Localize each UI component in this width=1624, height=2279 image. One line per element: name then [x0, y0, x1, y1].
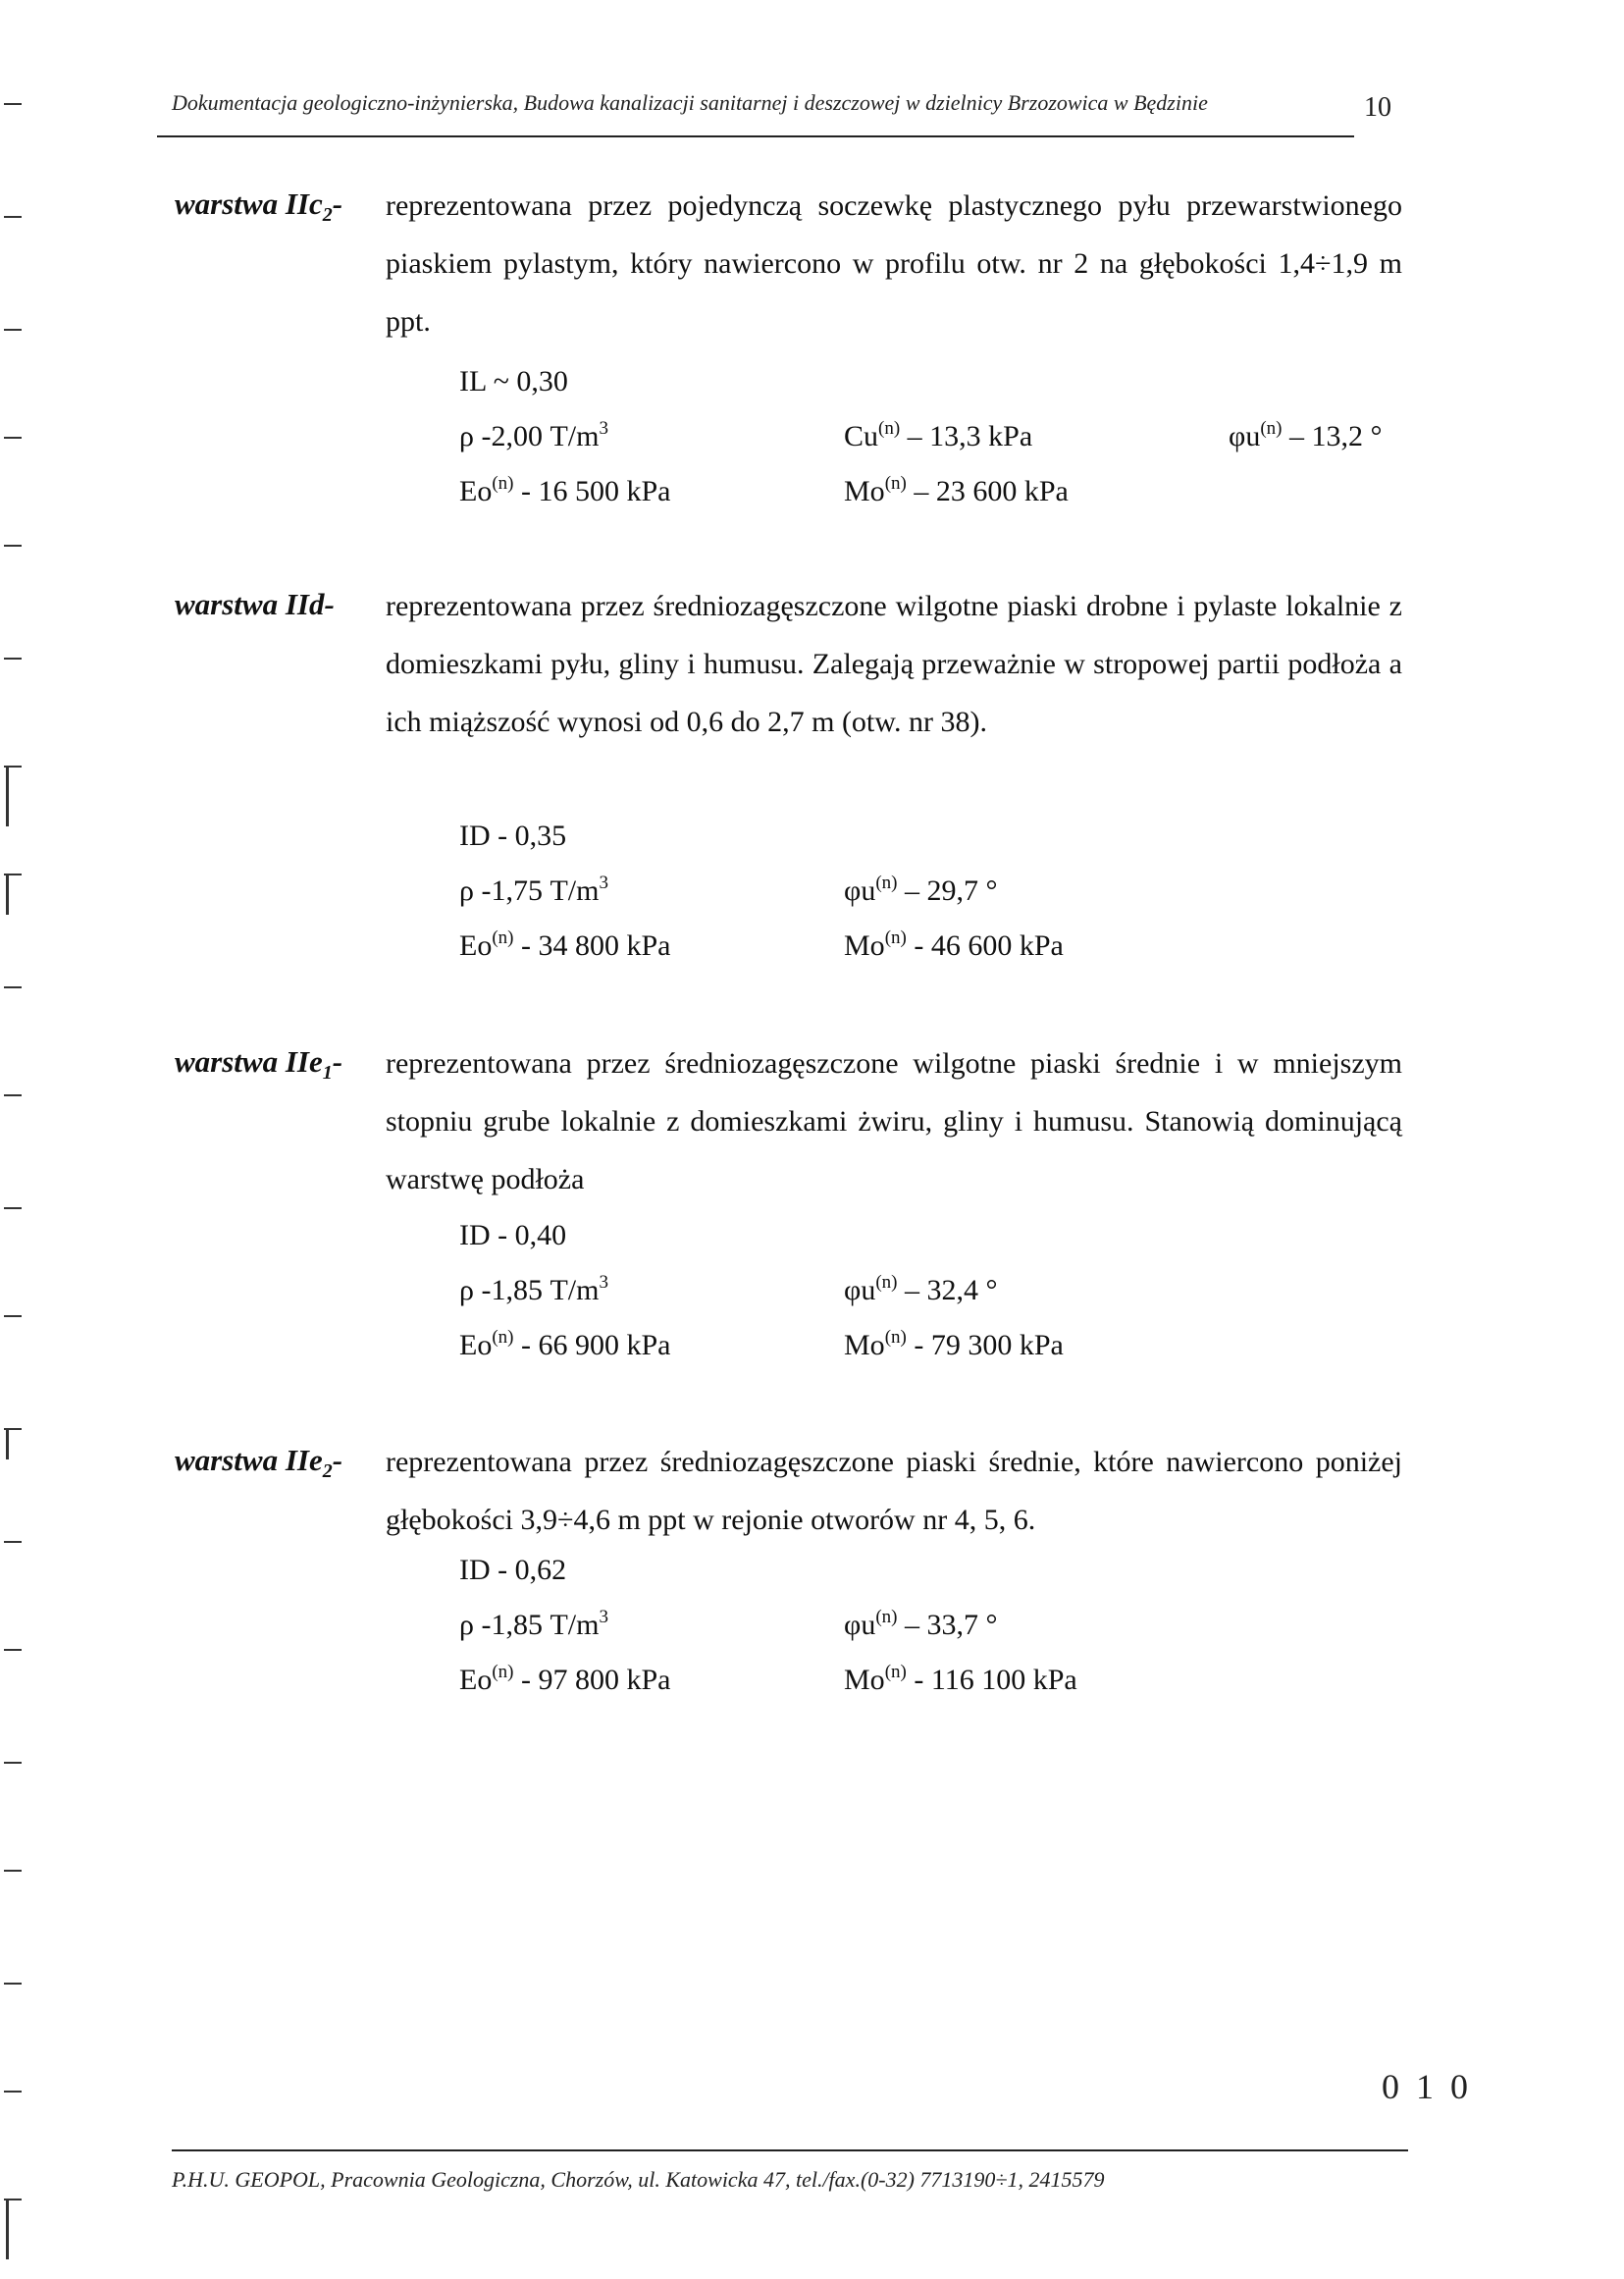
modulus-mo-value: Mo$^{(n)}$ - 79 300 kPa [844, 1327, 1064, 1361]
friction-angle-value: $\varphi u^{(n)} - 33,7$ ° [844, 1607, 998, 1641]
section-text-iie2: reprezentowana przez średniozagęszczone piaski średnie, które nawiercono poniżej głębokości 3,9÷4,6 m ppt w rejonie otworów nr 4, 5, 6. [386, 1446, 1402, 1536]
page-header-title: Dokumentacja geologiczno-inżynierska, Budowa kanalizacji sanitarnej i deszczowej w dzielnicy Brzozowica w Będzinie [172, 90, 1208, 115]
header-rule [157, 135, 1354, 137]
footer-rule [172, 2149, 1408, 2151]
page-footer-text: P.H.U. GEOPOL, Pracownia Geologiczna, Chorzów, ul. Katowicka 47, tel./fax.(0-32) 7713190÷1, 2415579 [172, 2167, 1105, 2192]
page-number: 10 [1364, 92, 1391, 123]
index-value: ID - 0,35 [459, 820, 567, 852]
density-value: ρ -1,75 $T/m^3$ [459, 873, 608, 907]
modulus-mo-value: Mo$^{(n)}$ - 46 600 kPa [844, 928, 1064, 962]
section-text-iic2: reprezentowana przez pojedynczą soczewkę plastycznego pyłu przewarstwionego piaskiem pylastym, który nawiercono w profilu otw. nr 2 na głębokości 1,4÷1,9 m ppt. [386, 189, 1402, 338]
page-stamp-number: 0 1 0 [1382, 2067, 1472, 2106]
friction-angle-value: $\varphi u^{(n)} - 29,7$ ° [844, 873, 998, 907]
section-label-iic2: warstwa IIc$_2$- [175, 186, 343, 227]
section-text-iie1: reprezentowana przez średniozagęszczone wilgotne piaski średnie i w mniejszym stopniu grube lokalnie z domieszkami żwiru, gliny i humusu. Stanowią dominującą warstwę podłoża [386, 1047, 1402, 1195]
modulus-eo-value: Eo$^{(n)}$ - 16 500 kPa [459, 473, 671, 507]
index-value: ID - 0,40 [459, 1219, 567, 1251]
modulus-mo-value: Mo$^{(n)}$ – 23 600 kPa [844, 473, 1069, 507]
modulus-eo-value: Eo$^{(n)}$ - 97 800 kPa [459, 1662, 671, 1696]
cohesion-value: Cu$^{(n)}$ – 13,3 kPa [844, 418, 1033, 452]
density-value: ρ -2,00 $T/m^3$ [459, 418, 608, 452]
section-label-iie2: warstwa IIe$_2$- [175, 1443, 343, 1483]
density-value: ρ -1,85 $T/m^3$ [459, 1272, 608, 1306]
index-value: ID - 0,62 [459, 1554, 567, 1586]
section-label-iie1: warstwa IIe$_1$- [175, 1044, 343, 1085]
modulus-eo-value: Eo$^{(n)}$ - 34 800 kPa [459, 928, 671, 962]
friction-angle-value: $\varphi u^{(n)} - 32,4$ ° [844, 1272, 998, 1306]
modulus-eo-value: Eo$^{(n)}$ - 66 900 kPa [459, 1327, 671, 1361]
density-value: ρ -1,85 $T/m^3$ [459, 1607, 608, 1641]
modulus-mo-value: Mo$^{(n)}$ - 116 100 kPa [844, 1662, 1077, 1696]
section-text-iid: reprezentowana przez średniozagęszczone wilgotne piaski drobne i pylaste lokalnie z domieszkami pyłu, gliny i humusu. Zalegają przeważnie w stropowej partii podłoża a ich miąższość wynosi od 0,6 do 2,7 m (otw. nr 38). [386, 590, 1402, 738]
friction-angle-value: $\varphi u^{(n)} - 13,2$ ° [1229, 418, 1383, 452]
section-label-iid: warstwa IId- [175, 587, 335, 621]
index-value: IL ~ 0,30 [459, 365, 568, 398]
